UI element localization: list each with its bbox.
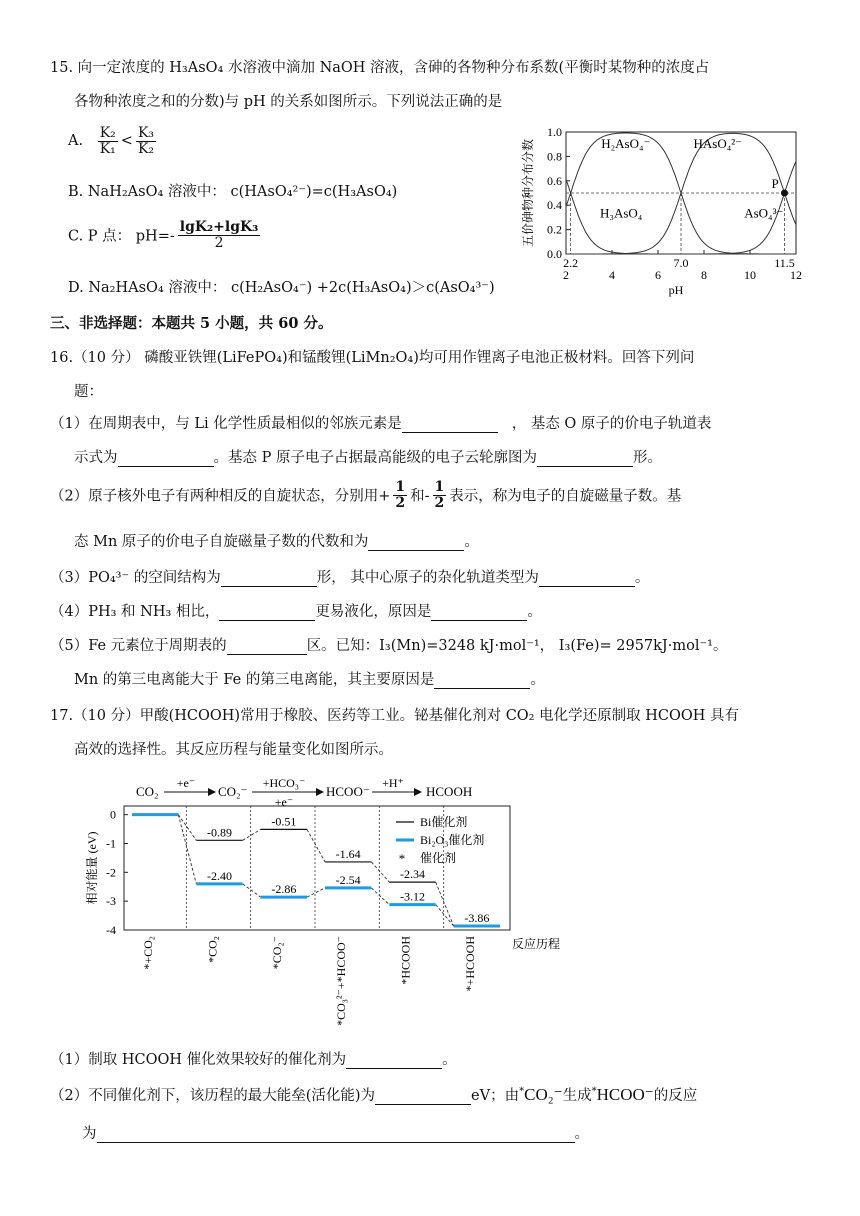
answer-blank[interactable] [402,418,498,433]
energy-chart-area [84,776,560,1026]
text: （2）不同催化剂下，该历程的最大能垒(活化能)为 [50,1088,376,1104]
answer-blank[interactable] [221,572,317,587]
minus-half [433,480,447,510]
option-a-label: A. [68,133,84,150]
x-tick-label: 6 [655,268,661,282]
q16-stem-line1: 16.（10 分） 磷酸亚铁锂(LiFePO₄)和锰酸锂(LiMn₂O₄)均可用作锂离子电池正极材料。回答下列问 [50,350,695,366]
answer-blank[interactable] [346,1054,442,1069]
plus-half [393,480,407,510]
hcoo-anion: HCOO⁻ [596,1085,654,1104]
text: （3）PO₄³⁻ 的空间结构为 [50,570,221,586]
frac-num: K₂ [99,125,116,141]
x-tick-label: 12 [790,268,802,282]
q16-part4 [50,600,542,621]
y-tick-label: 0.4 [547,198,562,213]
energy-value-label: -2.86 [271,882,297,897]
text: （1）制取 HCOOH 催化效果较好的催化剂为 [50,1052,347,1068]
text: 为 [82,1126,97,1142]
section-title: 三、非选择题：本题共 5 小题，共 60 分。 [50,315,333,332]
text: 。 [464,534,479,550]
step-label: *+HCOOH [462,936,477,992]
q16-stem-line2: 题： [74,384,103,400]
text: 形， 其中心原子的杂化轨道类型为 [316,570,539,586]
connector [178,815,196,884]
frac-num: K₃ [137,125,155,141]
text: （2）原子核外电子有两种相反的自旋状态，分别用+ [50,488,391,505]
pka-label: 11.5 [774,256,795,270]
answer-blank[interactable] [434,674,530,689]
legend-catalyst: 催化剂 [420,851,457,865]
q16-part2-cont [74,530,479,551]
x-axis-label: pH [668,283,684,297]
frac-den: K₂ [137,140,155,157]
scheme-add-e: +e⁻ [176,776,196,790]
y-tick-label: 0.8 [547,149,562,164]
y-tick-label: -4 [106,923,116,937]
y-tick-label: -3 [106,894,116,909]
y-tick-label: 1.0 [547,125,562,139]
species-label: AsO₄³⁻ [744,205,784,221]
q15-stem-line1: 15. 向一定浓度的 H₃AsO₄ 水溶液中滴加 NaOH 溶液，含砷的各物种分布系数(平衡时某物种的浓度占 [50,60,710,76]
q15-option-d: D. Na₂HAsO₄ 溶液中： c(H₂AsO₄⁻) +2c(H₃AsO₄)＞c(AsO₄³⁻) [68,280,495,296]
q17-part2 [50,1084,697,1105]
step-label: *CO₂⁻ [269,936,284,970]
legend-bi2o3: Bi₂O₃催化剂 [420,833,485,847]
x-tick-label: 8 [701,268,707,282]
energy-value-label: -0.89 [207,825,232,840]
text: （4）PH₃ 和 NH₃ 相比， [50,604,220,620]
pka-label: 7.0 [673,256,689,270]
energy-value-label: -3.12 [400,889,425,904]
text: 。 [442,1052,457,1068]
answer-blank[interactable] [537,452,633,467]
frac-num: lgK₂+lgK₃ [179,219,259,235]
y-axis-label: 相对能量 (eV) [85,831,99,905]
co2-anion: CO₂⁻ [524,1085,563,1104]
scheme-hcooh: HCOOH [426,784,473,799]
step-label: *CO₃²⁻+*HCOO⁻ [334,936,349,1026]
q16-part1 [50,412,711,433]
q15-stem-line2: 各物种浓度之和的分数)与 pH 的关系如图所示。下列说法正确的是 [74,94,503,110]
energy-value-label: -3.86 [464,910,490,925]
option-c-text: C. P 点： pH=- [68,228,175,245]
frac-den: 2 [395,494,406,511]
frac-num: 1 [395,479,406,495]
text: 表示，称为电子的自旋磁量子数。基 [449,488,682,505]
energy-value-label: -2.34 [400,867,425,882]
text: 的反应 [653,1088,698,1104]
distribution-chart [510,120,810,300]
text: 。 [634,570,650,586]
answer-blank[interactable] [368,536,464,551]
energy-profile-chart [80,770,561,1040]
connector [371,888,389,905]
text: （5）Fe 元素位于周期表的 [50,638,227,654]
text: Mn 的第三电离能大于 Fe 的第三电离能，其主要原因是 [74,672,435,688]
scheme-co2-anion: CO₂⁻ [218,784,248,799]
text: 更易液化，原因是 [315,604,432,620]
legend-star: * [398,851,406,866]
connector [371,862,389,882]
x-axis-label: 反应历程 [512,937,561,951]
connector [436,905,454,926]
energy-value-label: -0.51 [271,814,297,829]
scheme-add-h: +H⁺ [382,776,404,790]
scheme-arrowhead [208,788,216,796]
star-mark: * [519,1086,525,1098]
text: 和- [410,488,430,505]
legend-bi: Bi催化剂 [420,815,468,829]
q16-part5-cont [74,668,545,689]
y-tick-label: 0 [110,807,116,822]
y-tick-label: 0.6 [547,173,562,188]
scheme-add-hco3: +HCO₃⁻ [262,776,306,790]
chart-area [520,125,802,297]
q16-part1-cont [74,446,662,467]
answer-blank[interactable] [97,1128,575,1143]
frac-num: 1 [434,479,445,495]
text: 。 [574,1126,589,1142]
text: 态 Mn 原子的价电子自旋磁量子数的代数和为 [74,534,369,550]
text: 。基态 P 原子电子占据最高能级的电子云轮廓图为 [213,450,537,466]
step-label: *HCOOH [398,936,413,985]
k3-over-k2 [136,126,156,156]
energy-value-label: -1.64 [335,846,361,861]
connector [178,815,196,841]
scheme-add-e2: +e⁻ [274,795,294,809]
q17-part1 [50,1048,457,1069]
answer-blank[interactable] [375,1090,471,1105]
frac-den: 2 [434,494,445,511]
answer-blank[interactable] [227,640,307,655]
species-label: H₃AsO₄ [600,205,643,221]
answer-blank[interactable] [118,452,214,467]
connector [243,829,261,840]
y-axis-label: 五价砷物种分布分数 [521,138,535,248]
y-tick-label: -1 [106,836,116,851]
q17-part2-cont [82,1122,589,1143]
species-label: HAsO₄²⁻ [693,135,743,151]
y-tick-label: 0.2 [547,222,562,237]
scheme-hcoo: HCOO⁻ [326,784,370,799]
q16-part2 [50,480,681,510]
q17-stem-line1: 17.（10 分）甲酸(HCOOH)常用于橡胶、医药等工业。铋基催化剂对 CO₂ 电化学还原制取 HCOOH 具有 [50,708,739,724]
less-than: < [120,133,133,150]
pka-label: 2.2 [563,256,579,270]
connector [243,884,261,897]
text: 示式为 [74,450,118,466]
text: eV；由 [471,1088,520,1104]
answer-blank[interactable] [539,572,635,587]
step-label: *CO₂ [205,936,220,963]
x-tick-label: 10 [744,268,756,282]
text: （1）在周期表中，与 Li 化学性质最相似的邻族元素是 [50,416,402,432]
connector [307,888,325,897]
scheme-arrowhead [414,788,422,796]
answer-blank[interactable] [431,606,527,621]
connector [307,829,325,862]
q15-option-a [68,126,159,156]
point-p-label: P [771,176,779,191]
connector [436,882,454,926]
q16-part3 [50,566,649,587]
q15-option-c [68,220,263,250]
star-mark: * [591,1086,597,1098]
text: 。 [527,604,542,620]
scheme-arrowhead [316,788,324,796]
lgk-fraction [178,220,261,250]
text: 生成 [562,1088,592,1104]
q16-part5 [50,634,727,655]
text: ， 基态 O 原子的价电子轨道表 [511,416,712,432]
species-label: H₂AsO₄⁻ [601,135,651,151]
y-tick-label: 0.0 [547,247,562,261]
y-tick-label: -2 [106,865,116,880]
x-tick-label: 2 [563,268,569,282]
x-tick-label: 4 [609,268,615,282]
energy-value-label: -2.40 [207,868,232,883]
q15-option-b: B. NaH₂AsO₄ 溶液中： c(HAsO₄²⁻)=c(H₃AsO₄) [68,184,398,200]
frac-den: K₁ [99,140,116,157]
scheme-co2: CO₂ [136,784,159,799]
energy-value-label: -2.54 [335,872,361,887]
step-label: *+CO₂ [141,936,156,970]
text: 。 [530,672,545,688]
q17-stem-line2: 高效的选择性。其反应历程与能量变化如图所示。 [74,742,393,758]
text: 形。 [632,450,662,466]
point-p [781,190,788,197]
frac-den: 2 [214,234,224,251]
answer-blank[interactable] [219,606,315,621]
text: 区。已知：I₃(Mn)=3248 kJ·mol⁻¹， I₃(Fe)= 2957kJ·mol⁻¹。 [306,638,728,654]
k2-over-k1 [98,126,118,156]
